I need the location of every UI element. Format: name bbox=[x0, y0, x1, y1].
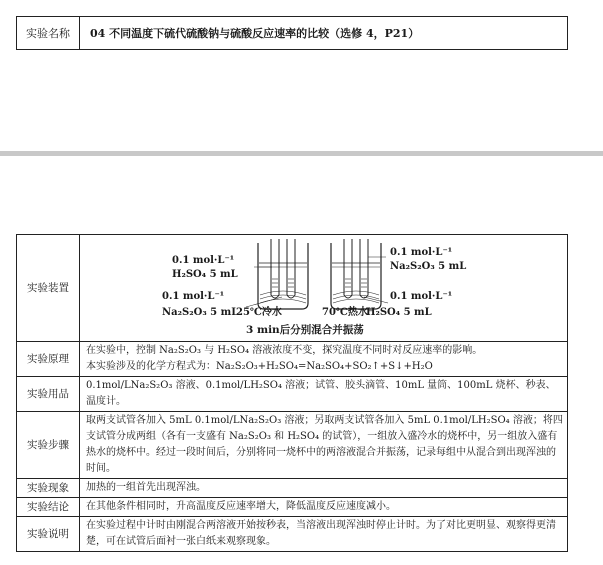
right-top-reagent: Na₂S₂O₃ 5 mL bbox=[390, 261, 467, 272]
left-top-concentration: 0.1 mol·L⁻¹ bbox=[172, 255, 235, 266]
experiment-title: 04 不同温度下硫代硫酸钠与硫酸反应速率的比较（选修 4，P21） bbox=[90, 27, 420, 40]
principle-row bbox=[17, 342, 568, 377]
cold-water-label: 25℃冷水 bbox=[236, 307, 282, 318]
right-bottom-reagent: H₂SO₄ 5 mL bbox=[366, 307, 432, 318]
left-bottom-concentration: 0.1 mol·L⁻¹ bbox=[162, 291, 225, 302]
phenomenon-label: 实验现象 bbox=[17, 479, 80, 498]
conclusion-row bbox=[17, 498, 568, 517]
hot-water-beaker bbox=[331, 239, 388, 309]
steps-row bbox=[17, 412, 568, 479]
principle-line-1: 在实验中，控制 Na₂S₂O₃ 与 H₂SO₄ 溶液浓度不变，探究温度不同时对反应速率的影响。 bbox=[86, 345, 483, 356]
principle-equation: 本实验涉及的化学方程式为：Na₂S₂O₃+H₂SO₄=Na₂SO₄+SO₂↑+S↓+H₂O bbox=[86, 361, 433, 372]
experiment-title-table bbox=[16, 16, 568, 50]
experiment-details-table bbox=[16, 234, 568, 552]
right-bottom-concentration: 0.1 mol·L⁻¹ bbox=[390, 291, 453, 302]
conclusion-label: 实验结论 bbox=[17, 498, 80, 517]
notes-text: 在实验过程中计时由刚混合两溶液开始按秒表，当溶液出现浑浊时停止计时。为了对比更明显、观察得更清楚，可在试管后面衬一张白纸来观察现象。 bbox=[80, 517, 568, 552]
phenomenon-row bbox=[17, 479, 568, 498]
right-top-concentration: 0.1 mol·L⁻¹ bbox=[390, 247, 453, 258]
apparatus-diagram bbox=[86, 237, 564, 339]
title-label: 实验名称 bbox=[17, 17, 80, 49]
apparatus-row bbox=[17, 235, 568, 342]
materials-text: 0.1mol/LNa₂S₂O₃ 溶液、0.1mol/LH₂SO₄ 溶液；试管、胶头滴管、10mL 量筒、100mL 烧杯、秒表、温度计。 bbox=[80, 377, 568, 412]
left-top-reagent: H₂SO₄ 5 mL bbox=[172, 269, 238, 280]
phenomenon-text: 加热的一组首先出现浑浊。 bbox=[80, 479, 568, 498]
principle-cell bbox=[80, 342, 568, 377]
apparatus-diagram-cell bbox=[80, 235, 568, 342]
section-divider bbox=[0, 151, 603, 156]
cold-water-beaker bbox=[246, 239, 308, 309]
apparatus-caption: 3 min后分别混合并振荡 bbox=[246, 324, 364, 336]
apparatus-label: 实验装置 bbox=[17, 235, 80, 342]
left-bottom-reagent: Na₂S₂O₃ 5 mL bbox=[162, 307, 239, 318]
notes-row bbox=[17, 517, 568, 552]
principle-label: 实验原理 bbox=[17, 342, 80, 377]
materials-label: 实验用品 bbox=[17, 377, 80, 412]
materials-row bbox=[17, 377, 568, 412]
conclusion-text: 在其他条件相同时，升高温度反应速率增大，降低温度反应速度减小。 bbox=[80, 498, 568, 517]
notes-label: 实验说明 bbox=[17, 517, 80, 552]
steps-label: 实验步骤 bbox=[17, 412, 80, 479]
hot-water-label: 70℃热水 bbox=[322, 307, 368, 318]
steps-text: 取两支试管各加入 5mL 0.1mol/LNa₂S₂O₃ 溶液；另取两支试管各加入 5mL 0.1mol/LH₂SO₄ 溶液；将四支试管分成两组（各有一支盛有 Na₂S₂O₃ 和 H₂SO₄ 的试管），一组放入盛冷水的烧杯中，另一组放入盛有热水的烧杯中。经过一段时间后，分别将同一烧杯中的两溶液混合并振荡，记录每组中从混合到出现浑浊的时间。 bbox=[80, 412, 568, 479]
